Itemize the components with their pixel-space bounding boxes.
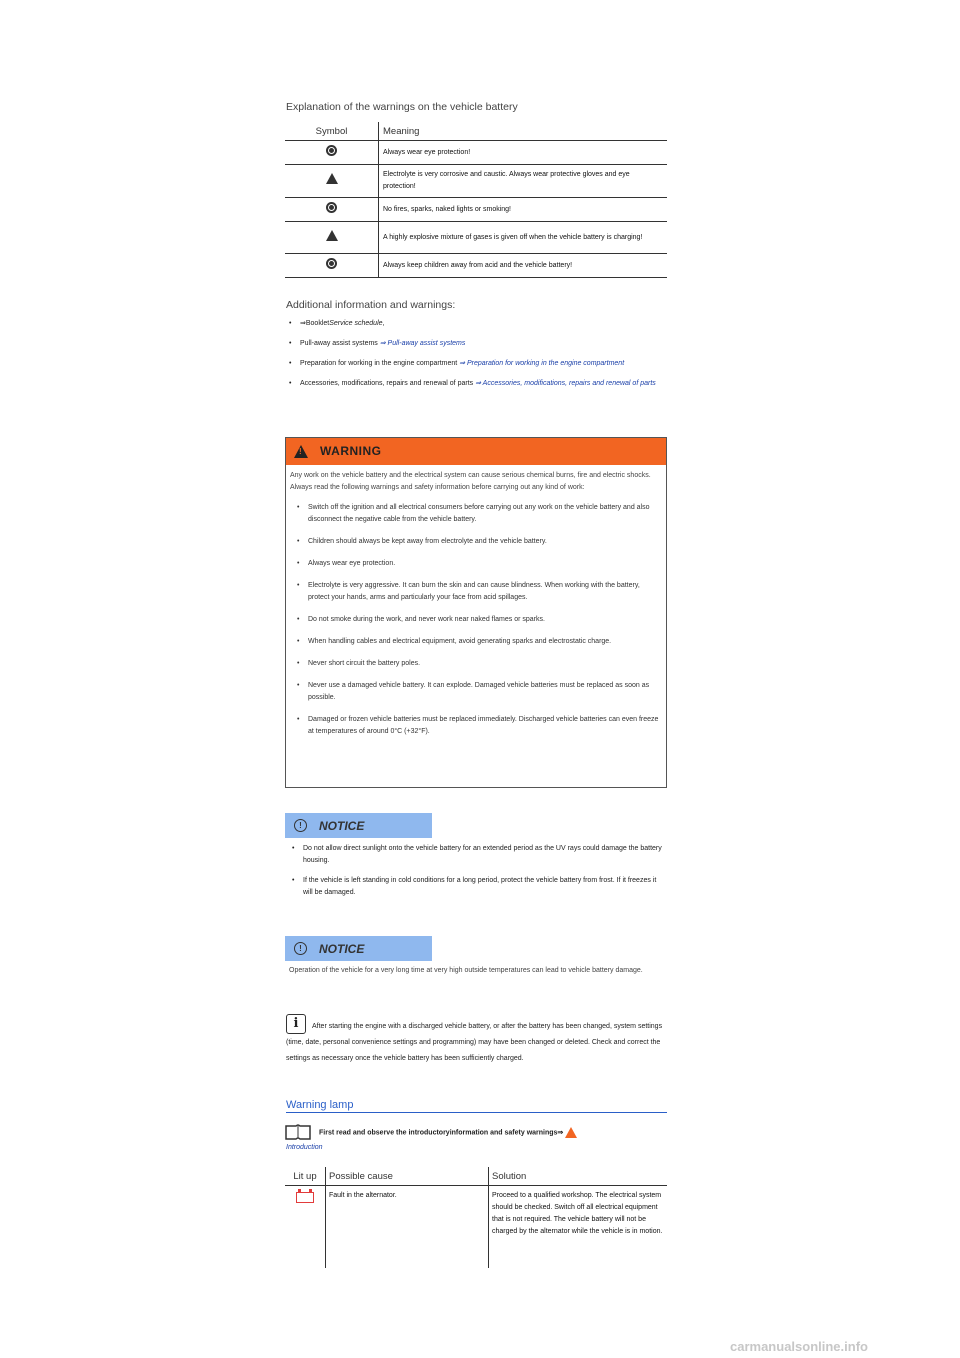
intro-text: First read and observe the introductoryinformation and safety warnings⇒ [319, 1129, 564, 1137]
cause-cell: Fault in the alternator. [326, 1186, 489, 1268]
list-item: • ⇒BookletService schedule, [286, 318, 666, 330]
exclamation-circle-icon: ! [294, 819, 307, 832]
meaning-cell: Always wear eye protection! [379, 141, 668, 165]
battery-symbol-table [285, 122, 667, 278]
link-introduction[interactable]: Introduction [286, 1144, 323, 1151]
warning-box [285, 437, 667, 788]
link-accessories[interactable]: ⇒ Accessories, modifications, repairs and renewal of parts [475, 380, 656, 387]
col-solution: Solution [489, 1167, 668, 1186]
battery-warnings-title: Explanation of the warnings on the vehicle battery [286, 101, 518, 113]
table-row [285, 165, 667, 198]
notice-list [289, 843, 665, 907]
list-item: • Do not allow direct sunlight onto the vehicle battery for an extended period as the UV rays could damage the battery housing. [289, 843, 665, 867]
additional-info-list [286, 318, 666, 398]
meaning-cell: A highly explosive mixture of gases is given off when the vehicle battery is charging! [379, 222, 668, 254]
solution-cell: Proceed to a qualified workshop. The electrical system should be checked. Switch off all electrical equipment that is not required. The vehicle battery will not be charged by the alternator while the vehicle is in motion. [492, 1192, 663, 1235]
explosive-icon [326, 230, 338, 241]
list-item: • Damaged or frozen vehicle batteries must be replaced immediately. Discharged vehicle batteries can even freeze at temperatures of around 0°C (+32°F). [294, 714, 661, 738]
list-item: • Never short circuit the battery poles. [294, 658, 661, 670]
warning-triangle-icon [565, 1127, 577, 1138]
notice-label: NOTICE [319, 819, 365, 833]
table-row [285, 198, 667, 222]
eye-protection-icon [326, 145, 337, 156]
notice-header [285, 936, 432, 961]
notice-label: NOTICE [319, 942, 365, 956]
meaning-cell: No fires, sparks, naked lights or smoking! [379, 198, 668, 222]
exclamation-circle-icon: ! [294, 942, 307, 955]
list-item: • Preparation for working in the engine compartment ⇒ Preparation for working in the engine compartment [286, 358, 666, 370]
list-item: • Pull-away assist systems ⇒ Pull-away assist systems [286, 338, 666, 350]
list-item: • Always wear eye protection. [294, 558, 661, 570]
col-meaning: Meaning [379, 122, 668, 141]
link-engine-compartment[interactable]: ⇒ Preparation for working in the engine compartment [459, 360, 625, 367]
list-item: • Switch off the ignition and all electrical consumers before carrying out any work on the vehicle battery and also disconnect the negative cable from the vehicle battery. [294, 502, 661, 526]
warning-triangle-icon [294, 445, 308, 458]
warning-intro: Any work on the vehicle battery and the electrical system can cause serious chemical burns, fire and electric shocks. Always read the following warnings and safety information before carrying out any kind of work: [290, 472, 651, 491]
no-fire-icon [326, 202, 337, 213]
list-item: • When handling cables and electrical equipment, avoid generating sparks and electrostatic charge. [294, 636, 661, 648]
info-text: After starting the engine with a discharged vehicle battery, or after the battery has been changed, system settings (time, date, personal convenience settings and programming) may have been changed or deleted. Check and correct the settings as necessary once the vehicle battery has been sufficiently charged. [286, 1023, 663, 1062]
warning-header [286, 438, 666, 465]
warning-label: WARNING [320, 444, 382, 458]
col-lit-up: Lit up [285, 1167, 326, 1186]
list-item: • Do not smoke during the work, and never work near naked flames or sparks. [294, 614, 661, 626]
col-possible-cause: Possible cause [326, 1167, 489, 1186]
notice-text: Operation of the vehicle for a very long time at very high outside temperatures can lead to vehicle battery damage. [289, 967, 643, 974]
list-item: • Electrolyte is very aggressive. It can burn the skin and can cause blindness. When working with the battery, protect your hands, arms and particularly your face from acid spillages. [294, 580, 661, 604]
warning-list [290, 502, 661, 738]
warning-lamp-table [285, 1167, 667, 1268]
additional-info-title: Additional information and warnings: [286, 299, 456, 311]
info-icon: i [286, 1014, 306, 1034]
table-row [285, 254, 667, 278]
book-icon [285, 1124, 311, 1140]
col-symbol: Symbol [285, 122, 379, 141]
notice-header [285, 813, 432, 838]
list-item: • Accessories, modifications, repairs and renewal of parts ⇒ Accessories, modifications, repairs and renewal of parts [286, 378, 666, 390]
warning-lamp-title: Warning lamp [286, 1099, 667, 1113]
watermark: carmanualsonline.info [730, 1339, 868, 1354]
corrosive-icon [326, 173, 338, 184]
table-row [285, 1186, 667, 1268]
list-item: • Children should always be kept away from electrolyte and the vehicle battery. [294, 536, 661, 548]
link-pull-away-assist[interactable]: ⇒ Pull-away assist systems [379, 340, 466, 347]
keep-children-away-icon [326, 258, 337, 269]
table-row [285, 222, 667, 254]
meaning-cell: Always keep children away from acid and the vehicle battery! [379, 254, 668, 278]
list-item: • Never use a damaged vehicle battery. It can explode. Damaged vehicle batteries must be replaced as soon as possible. [294, 680, 661, 704]
meaning-cell: Electrolyte is very corrosive and caustic. Always wear protective gloves and eye protection! [379, 165, 668, 198]
battery-warning-icon [296, 1192, 314, 1203]
list-item: • If the vehicle is left standing in cold conditions for a long period, protect the vehicle battery from frost. If it freezes it will be damaged. [289, 875, 665, 899]
table-row [285, 141, 667, 165]
